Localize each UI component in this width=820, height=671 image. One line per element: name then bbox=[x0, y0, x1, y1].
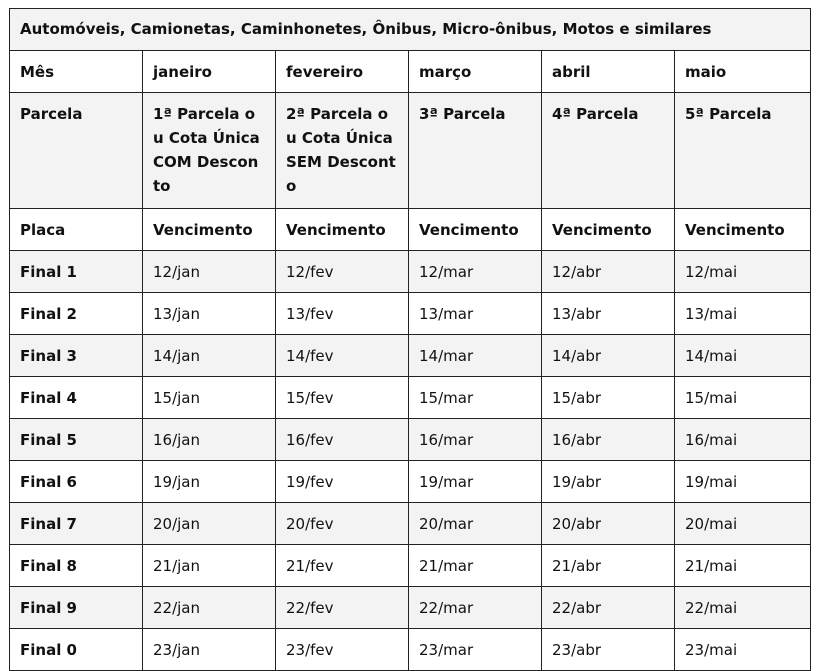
due-header-cell: Placa bbox=[10, 209, 143, 251]
parcel-header-cell: 5ª Parcela bbox=[675, 93, 811, 209]
table-body bbox=[10, 9, 811, 671]
due-date-cell: 12/mar bbox=[409, 251, 542, 293]
plate-final-cell: Final 0 bbox=[10, 629, 143, 671]
due-date-cell: 22/mar bbox=[409, 587, 542, 629]
due-date-cell: 20/fev bbox=[276, 503, 409, 545]
month-row bbox=[10, 51, 811, 93]
due-date-cell: 15/fev bbox=[276, 377, 409, 419]
due-date-cell: 20/mai bbox=[675, 503, 811, 545]
due-date-cell: 22/jan bbox=[143, 587, 276, 629]
parcel-header-cell: 2ª Parcela ou Cota Única SEM Desconto bbox=[276, 93, 409, 209]
plate-final-cell: Final 3 bbox=[10, 335, 143, 377]
due-date-cell: 22/abr bbox=[542, 587, 675, 629]
month-header-cell: maio bbox=[675, 51, 811, 93]
due-date-cell: 23/mar bbox=[409, 629, 542, 671]
due-date-cell: 14/fev bbox=[276, 335, 409, 377]
caption-row bbox=[10, 9, 811, 51]
ipva-schedule-table bbox=[9, 8, 811, 671]
parcel-row bbox=[10, 93, 811, 209]
parcel-header-cell: 3ª Parcela bbox=[409, 93, 542, 209]
due-date-cell: 23/mai bbox=[675, 629, 811, 671]
due-date-cell: 19/mar bbox=[409, 461, 542, 503]
parcel-header-cell: Parcela bbox=[10, 93, 143, 209]
month-header-cell: janeiro bbox=[143, 51, 276, 93]
table-row bbox=[10, 545, 811, 587]
due-date-cell: 22/fev bbox=[276, 587, 409, 629]
table-row bbox=[10, 251, 811, 293]
due-date-cell: 20/jan bbox=[143, 503, 276, 545]
due-date-cell: 21/mai bbox=[675, 545, 811, 587]
due-date-cell: 19/abr bbox=[542, 461, 675, 503]
plate-final-cell: Final 9 bbox=[10, 587, 143, 629]
due-date-cell: 15/mai bbox=[675, 377, 811, 419]
table-row bbox=[10, 461, 811, 503]
due-date-cell: 23/jan bbox=[143, 629, 276, 671]
table-row bbox=[10, 293, 811, 335]
plate-final-cell: Final 2 bbox=[10, 293, 143, 335]
due-header-cell: Vencimento bbox=[542, 209, 675, 251]
table-row bbox=[10, 587, 811, 629]
due-date-cell: 13/mai bbox=[675, 293, 811, 335]
table-row bbox=[10, 629, 811, 671]
due-date-cell: 16/fev bbox=[276, 419, 409, 461]
due-header-cell: Vencimento bbox=[409, 209, 542, 251]
plate-final-cell: Final 7 bbox=[10, 503, 143, 545]
due-date-cell: 15/abr bbox=[542, 377, 675, 419]
due-date-cell: 16/jan bbox=[143, 419, 276, 461]
due-date-cell: 20/mar bbox=[409, 503, 542, 545]
due-date-cell: 23/abr bbox=[542, 629, 675, 671]
due-date-cell: 21/mar bbox=[409, 545, 542, 587]
parcel-header-cell: 4ª Parcela bbox=[542, 93, 675, 209]
due-date-cell: 12/mai bbox=[675, 251, 811, 293]
plate-final-cell: Final 1 bbox=[10, 251, 143, 293]
due-date-cell: 23/fev bbox=[276, 629, 409, 671]
due-date-cell: 19/fev bbox=[276, 461, 409, 503]
due-date-cell: 19/jan bbox=[143, 461, 276, 503]
due-date-cell: 13/mar bbox=[409, 293, 542, 335]
due-header-cell: Vencimento bbox=[143, 209, 276, 251]
due-header-cell: Vencimento bbox=[276, 209, 409, 251]
due-date-cell: 12/fev bbox=[276, 251, 409, 293]
due-date-cell: 16/mar bbox=[409, 419, 542, 461]
month-header-cell: abril bbox=[542, 51, 675, 93]
due-date-cell: 16/mai bbox=[675, 419, 811, 461]
table-row bbox=[10, 377, 811, 419]
due-date-cell: 12/jan bbox=[143, 251, 276, 293]
month-header-cell: Mês bbox=[10, 51, 143, 93]
plate-final-cell: Final 4 bbox=[10, 377, 143, 419]
due-date-cell: 14/abr bbox=[542, 335, 675, 377]
due-date-cell: 14/jan bbox=[143, 335, 276, 377]
due-date-cell: 13/fev bbox=[276, 293, 409, 335]
due-date-cell: 16/abr bbox=[542, 419, 675, 461]
due-date-cell: 19/mai bbox=[675, 461, 811, 503]
due-date-cell: 13/jan bbox=[143, 293, 276, 335]
due-header-cell: Vencimento bbox=[675, 209, 811, 251]
month-header-cell: fevereiro bbox=[276, 51, 409, 93]
due-date-cell: 15/mar bbox=[409, 377, 542, 419]
due-date-cell: 20/abr bbox=[542, 503, 675, 545]
parcel-header-cell: 1ª Parcela ou Cota Única COM Desconto bbox=[143, 93, 276, 209]
due-row bbox=[10, 209, 811, 251]
due-date-cell: 14/mai bbox=[675, 335, 811, 377]
table-row bbox=[10, 335, 811, 377]
due-date-cell: 21/abr bbox=[542, 545, 675, 587]
due-date-cell: 12/abr bbox=[542, 251, 675, 293]
table-row bbox=[10, 503, 811, 545]
table-caption: Automóveis, Camionetas, Caminhonetes, Ônibus, Micro-ônibus, Motos e similares bbox=[10, 9, 811, 51]
month-header-cell: março bbox=[409, 51, 542, 93]
table-row bbox=[10, 419, 811, 461]
due-date-cell: 22/mai bbox=[675, 587, 811, 629]
due-date-cell: 13/abr bbox=[542, 293, 675, 335]
due-date-cell: 21/jan bbox=[143, 545, 276, 587]
plate-final-cell: Final 5 bbox=[10, 419, 143, 461]
due-date-cell: 15/jan bbox=[143, 377, 276, 419]
plate-final-cell: Final 8 bbox=[10, 545, 143, 587]
due-date-cell: 14/mar bbox=[409, 335, 542, 377]
due-date-cell: 21/fev bbox=[276, 545, 409, 587]
plate-final-cell: Final 6 bbox=[10, 461, 143, 503]
